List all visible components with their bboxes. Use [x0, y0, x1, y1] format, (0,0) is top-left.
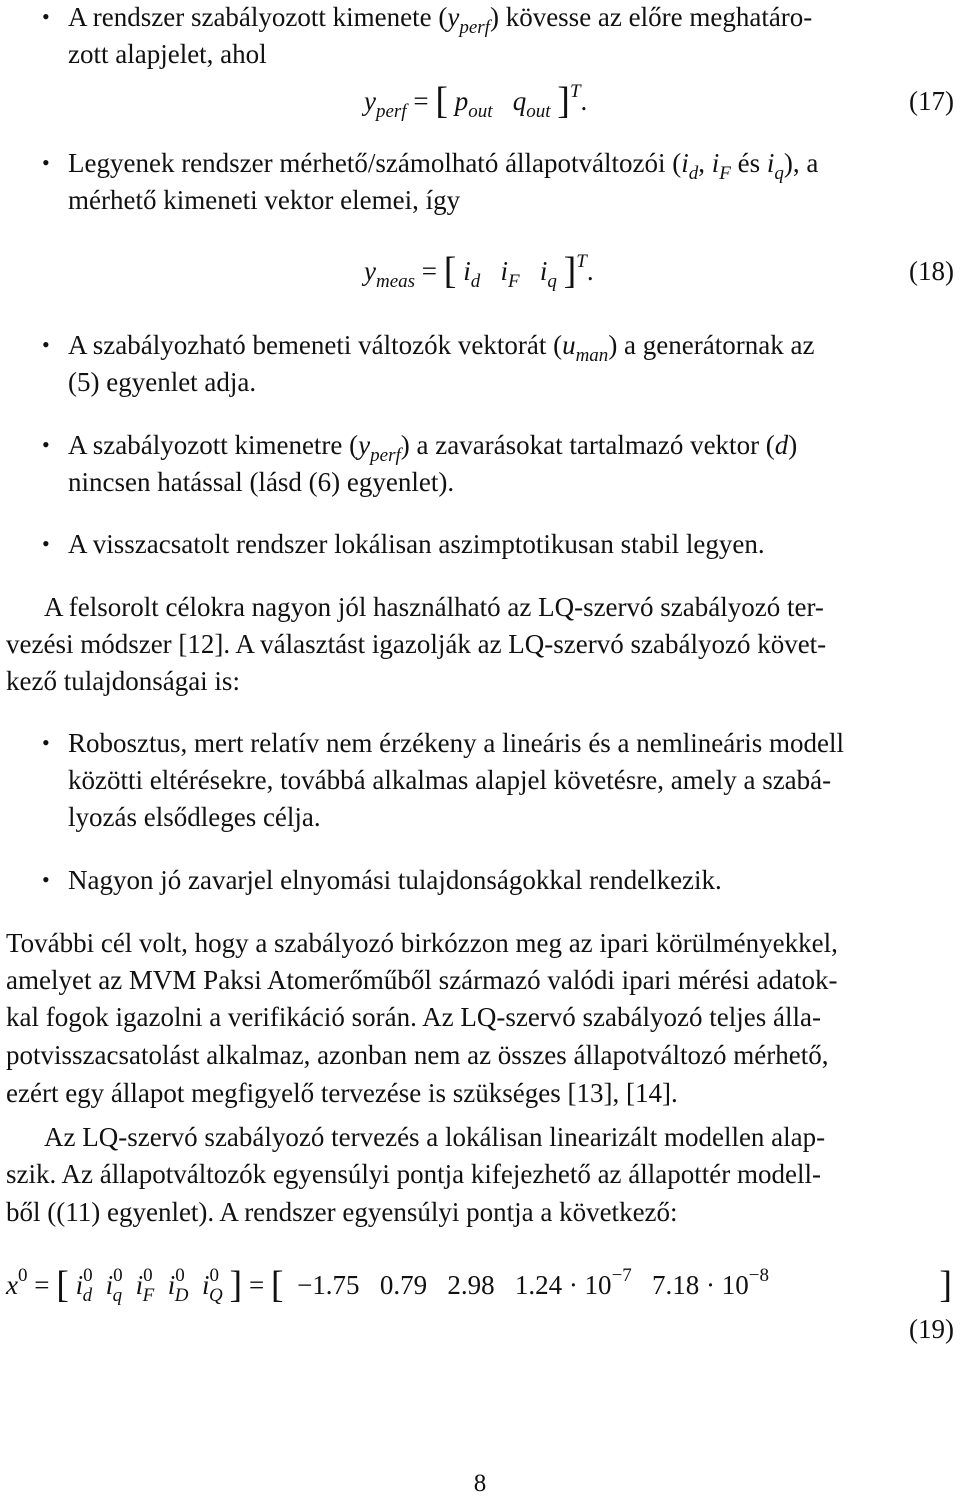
vector-value: 1.24 · 10 — [514, 1270, 612, 1300]
right-bracket-end: ] — [939, 1264, 952, 1306]
bullet-6-line-2: közötti eltérésekre, továbbá alkalmas alapjel követésre, amely a szabá- — [68, 765, 832, 795]
vector-value: −1.75 — [297, 1270, 360, 1300]
right-bracket: ] — [563, 250, 577, 292]
left-bracket: [ — [56, 1264, 69, 1306]
right-bracket: ] — [229, 1264, 243, 1306]
paragraph-2-line-2: amelyet az MVM Paksi Atomerőműből származó valódi ipari mérési adatok- — [6, 965, 838, 995]
text-run: ) — [788, 430, 798, 460]
text-run: A rendszer szabályozott kimenete ( — [68, 2, 448, 32]
math-op: . — [586, 256, 594, 286]
text-run: ) a zavarásokat tartalmazó vektor ( — [400, 430, 775, 460]
equation-number-18: (18) — [909, 256, 954, 286]
vector-value: 7.18 · 10 — [652, 1270, 749, 1300]
math-var: i — [202, 1270, 210, 1300]
text-run: A szabályozott kimenetre ( — [68, 430, 359, 460]
equation-19 — [6, 1264, 769, 1306]
math-sup: 0 — [175, 1265, 185, 1286]
math-sub: d — [82, 1285, 93, 1306]
bullet-marker: • — [42, 4, 50, 29]
page-number: 8 — [473, 1470, 487, 1497]
paragraph-2-line-3: kal fogok igazolni a verifikáció során. Az LQ-szervó szabályozó teljes álla- — [6, 1002, 821, 1032]
math-sup: 0 — [113, 1265, 123, 1286]
math-var: q — [512, 86, 527, 116]
math-var: p — [454, 86, 469, 116]
math-var: i — [711, 148, 720, 178]
paragraph-1-line-3: kező tulajdonságai is: — [6, 666, 240, 696]
bullet-6-line-3: lyozás elsődleges célja. — [68, 802, 321, 832]
text-run: ), a — [783, 148, 819, 178]
math-var: y — [447, 2, 460, 32]
bullet-5-line-1: A visszacsatolt rendszer lokálisan aszimptotikusan stabil legyen. — [68, 529, 765, 559]
right-bracket: ] — [557, 80, 570, 122]
bullet-marker: • — [42, 332, 50, 357]
math-sup: T — [576, 251, 587, 272]
math-sup: 0 — [143, 1265, 153, 1286]
bullet-4-line-1 — [68, 428, 798, 466]
math-var: i — [105, 1270, 114, 1300]
left-bracket: [ — [435, 80, 448, 122]
math-op: = — [406, 86, 436, 116]
math-sub: perf — [375, 101, 407, 122]
math-sup: T — [569, 81, 581, 102]
math-sup: 0 — [209, 1265, 220, 1286]
left-bracket: [ — [270, 1264, 284, 1306]
math-sub: q — [547, 271, 557, 292]
paragraph-2-line-4: potvisszacsatolást alkalmaz, azonban nem az összes állapotváltozó mérhető, — [6, 1040, 829, 1070]
paragraph-1-line-1: A felsorolt célokra nagyon jól használható az LQ-szervó szabályozó ter- — [44, 592, 824, 622]
math-sub: out — [468, 101, 493, 122]
math-sup: −7 — [611, 1265, 632, 1286]
text-run: ) a generátornak az — [608, 330, 815, 360]
vector-value: 0.79 — [379, 1270, 428, 1300]
math-sub: d — [688, 163, 699, 184]
math-sub: perf — [370, 445, 401, 466]
text-run: és — [730, 148, 767, 178]
equation-18 — [364, 250, 594, 292]
equation-number-17: (17) — [909, 86, 954, 116]
math-op: . — [580, 86, 588, 116]
bullet-2-line-1 — [68, 146, 819, 184]
bullet-marker: • — [42, 150, 50, 175]
bullet-1-line-2: zott alapjelet, ahol — [68, 39, 267, 69]
math-var: y — [364, 86, 376, 116]
equation-17 — [364, 80, 588, 122]
math-sub: meas — [375, 271, 416, 292]
math-sub: F — [142, 1285, 155, 1306]
math-sup: 0 — [17, 1265, 28, 1286]
math-var: i — [463, 256, 471, 286]
math-var: d — [774, 430, 789, 460]
math-op: = — [242, 1270, 271, 1300]
math-sub: q — [112, 1285, 123, 1306]
text-run: , — [698, 148, 712, 178]
math-var: i — [135, 1270, 144, 1300]
bullet-2-line-2: mérhető kimeneti vektor elemei, így — [68, 185, 461, 215]
math-sup: 0 — [83, 1265, 93, 1286]
math-var: u — [562, 330, 576, 360]
math-var: i — [681, 148, 689, 178]
paragraph-1-line-2: vezési módszer [12]. A választást igazolják az LQ-szervó szabályozó követ- — [6, 629, 827, 659]
bullet-marker: • — [42, 867, 50, 892]
math-sub: q — [774, 163, 784, 184]
math-var: i — [500, 256, 508, 286]
math-var: y — [358, 430, 371, 460]
math-op: = — [27, 1270, 57, 1300]
math-sub: out — [526, 101, 551, 122]
math-var: i — [539, 256, 548, 286]
left-bracket: [ — [443, 250, 457, 292]
bullet-4-line-2: nincsen hatással (lásd (6) egyenlet). — [68, 467, 455, 497]
text-run: A szabályozható bemeneti változók vektorát ( — [68, 330, 563, 360]
math-sub: F — [507, 271, 520, 292]
bullet-3-line-2: (5) egyenlet adja. — [68, 367, 257, 397]
math-sup: −8 — [748, 1265, 769, 1286]
paragraph-3-line-2: szik. Az állapotváltozók egyensúlyi pontja kifejezhető az állapottér modell- — [6, 1159, 821, 1189]
vector-value: 2.98 — [447, 1270, 495, 1300]
math-sub: man — [575, 345, 609, 366]
paragraph-2-line-1: További cél volt, hogy a szabályozó birkózzon meg az ipari körülményekkel, — [6, 928, 838, 958]
bullet-7-line-1: Nagyon jó zavarjel elnyomási tulajdonságokkal rendelkezik. — [68, 865, 722, 895]
paragraph-3-line-1: Az LQ-szervó szabályozó tervezés a lokálisan linearizált modellen alap- — [44, 1122, 826, 1152]
math-var: i — [167, 1270, 176, 1300]
math-sub: d — [470, 271, 481, 292]
math-var: i — [75, 1270, 84, 1300]
math-sub: Q — [209, 1285, 223, 1306]
math-var: i — [766, 148, 775, 178]
bullet-3-line-1 — [68, 328, 815, 366]
bullet-6-line-1: Robosztus, mert relatív nem érzékeny a lineáris és a nemlineáris modell — [68, 728, 844, 758]
bullet-marker: • — [42, 730, 50, 755]
bullet-1-line-1 — [68, 0, 813, 38]
math-var: y — [364, 256, 376, 286]
text-run: ) kövesse az előre meghatáro- — [489, 2, 813, 32]
math-var: x — [6, 1270, 18, 1300]
paragraph-2-line-5: ezért egy állapot megfigyelő tervezése is szükséges [13], [14]. — [6, 1078, 678, 1108]
bullet-marker: • — [42, 432, 50, 457]
equation-number-19: (19) — [909, 1314, 954, 1344]
math-sub: D — [174, 1285, 189, 1306]
math-op: = — [415, 256, 444, 286]
math-sub: F — [719, 163, 731, 184]
text-run: Legyenek rendszer mérhető/számolható állapotváltozói ( — [68, 148, 682, 178]
math-sub: perf — [459, 17, 490, 38]
paragraph-3-line-3: ből ((11) egyenlet). A rendszer egyensúlyi pontja a következő: — [6, 1197, 678, 1227]
bullet-marker: • — [42, 531, 50, 556]
